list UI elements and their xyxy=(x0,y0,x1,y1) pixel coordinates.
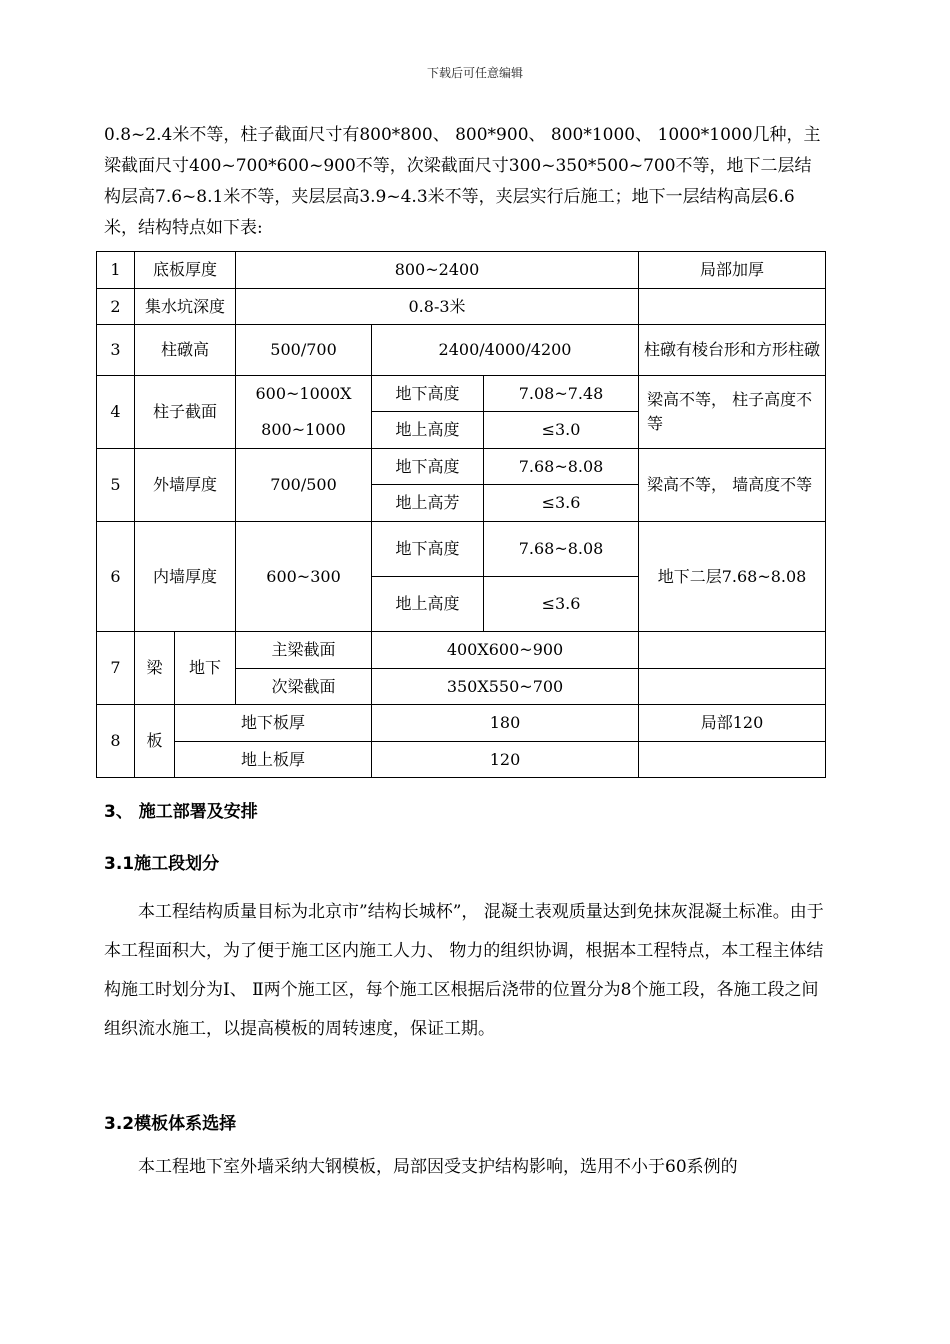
item-name: 柱礅高 xyxy=(135,325,236,376)
structure-spec-table xyxy=(96,251,826,778)
item-name: 柱子截面 xyxy=(135,376,236,449)
row-number: 5 xyxy=(97,449,135,522)
item-value: 2400/4000/4200 xyxy=(372,325,639,376)
body-paragraph: 本工程结构质量目标为北京市”结构长城杯”， 混凝土表观质量达到免抹灰混凝土标准。由于本工程面积大，为了便于施工区内施工人力、 物力的组织协调，根据本工程特点，本工程主体结构施工时划分为Ⅰ、 Ⅱ两个施工区，每个施工区根据后浇带的位置分为8个施工段，各施工段之间组织流水施工，以提高模板的周转速度，保证工期。 xyxy=(104,902,824,1039)
item-note: 局部120 xyxy=(639,705,826,742)
height-label: 地上高芳 xyxy=(372,485,484,522)
item-note: 局部加厚 xyxy=(639,252,826,289)
row-number: 1 xyxy=(97,252,135,289)
height-label: 地下高度 xyxy=(372,449,484,485)
height-value: ≤3.6 xyxy=(484,485,639,522)
size-line: 600~1000X xyxy=(255,384,352,403)
slab-value: 120 xyxy=(372,742,639,778)
table-row xyxy=(97,252,826,289)
item-note xyxy=(639,742,826,778)
height-value: 7.08~7.48 xyxy=(484,376,639,412)
item-note: 地下二层7.68~8.08 xyxy=(639,522,826,632)
beam-label: 次梁截面 xyxy=(236,669,372,705)
table-row xyxy=(97,376,826,412)
item-name: 外墙厚度 xyxy=(135,449,236,522)
table-row xyxy=(97,632,826,669)
slab-label: 地下板厚 xyxy=(175,705,372,742)
table-row xyxy=(97,705,826,742)
beam-value: 350X550~700 xyxy=(372,669,639,705)
intro-paragraph: 0.8~2.4米不等，柱子截面尺寸有800*800、 800*900、 800*1000、 1000*1000几种，主梁截面尺寸400~700*600~900不等，次梁截面尺寸300~350*500~700不等，地下二层结构层高7.6~8.1米不等，夹层层高3.9~4.3米不等，夹层实行后施工；地下一层结构高层6.6米，结构特点如下表: xyxy=(104,125,821,238)
table-row xyxy=(97,289,826,325)
height-label: 地下高度 xyxy=(372,376,484,412)
item-value: 800~2400 xyxy=(236,252,639,289)
item-size: 700/500 xyxy=(236,449,372,522)
item-sub: 地下 xyxy=(175,632,236,705)
row-number: 6 xyxy=(97,522,135,632)
row-number: 4 xyxy=(97,376,135,449)
item-note xyxy=(639,669,826,705)
item-name: 内墙厚度 xyxy=(135,522,236,632)
height-value: 7.68~8.08 xyxy=(484,522,639,577)
body-paragraph: 本工程地下室外墙采纳大钢模板，局部因受支护结构影响，选用不小于60系例的 xyxy=(138,1157,738,1177)
subsection-heading: 3.2模板体系选择 xyxy=(104,1114,237,1134)
item-value: 0.8-3米 xyxy=(236,289,639,325)
table-row xyxy=(97,325,826,376)
item-name: 集水坑深度 xyxy=(135,289,236,325)
item-note: 柱礅有棱台形和方形柱礅 xyxy=(639,325,826,376)
page-header: 下载后可任意编辑 xyxy=(426,66,523,80)
row-number: 7 xyxy=(97,632,135,705)
item-note xyxy=(639,289,826,325)
section-heading: 3、 施工部署及安排 xyxy=(104,802,258,822)
table-row xyxy=(97,742,826,778)
row-number: 8 xyxy=(97,705,135,778)
table-row xyxy=(97,522,826,577)
item-name: 梁 xyxy=(135,632,175,705)
item-name: 底板厚度 xyxy=(135,252,236,289)
slab-value: 180 xyxy=(372,705,639,742)
item-size: 600~300 xyxy=(236,522,372,632)
slab-label: 地上板厚 xyxy=(175,742,372,778)
size-line: 800~1000 xyxy=(261,420,346,439)
item-note: 梁高不等， 柱子高度不等 xyxy=(639,376,826,449)
subsection-heading: 3.1施工段划分 xyxy=(104,854,220,874)
row-number: 3 xyxy=(97,325,135,376)
height-value: 7.68~8.08 xyxy=(484,449,639,485)
height-label: 地上高度 xyxy=(372,412,484,449)
item-note xyxy=(639,632,826,669)
beam-label: 主梁截面 xyxy=(236,632,372,669)
beam-value: 400X600~900 xyxy=(372,632,639,669)
height-value: ≤3.0 xyxy=(484,412,639,449)
height-value: ≤3.6 xyxy=(484,577,639,632)
height-label: 地下高度 xyxy=(372,522,484,577)
item-name: 板 xyxy=(135,705,175,778)
height-label: 地上高度 xyxy=(372,577,484,632)
row-number: 2 xyxy=(97,289,135,325)
table-row xyxy=(97,449,826,485)
item-note: 梁高不等， 墙高度不等 xyxy=(639,449,826,522)
item-value: 500/700 xyxy=(236,325,372,376)
item-size xyxy=(236,376,372,449)
